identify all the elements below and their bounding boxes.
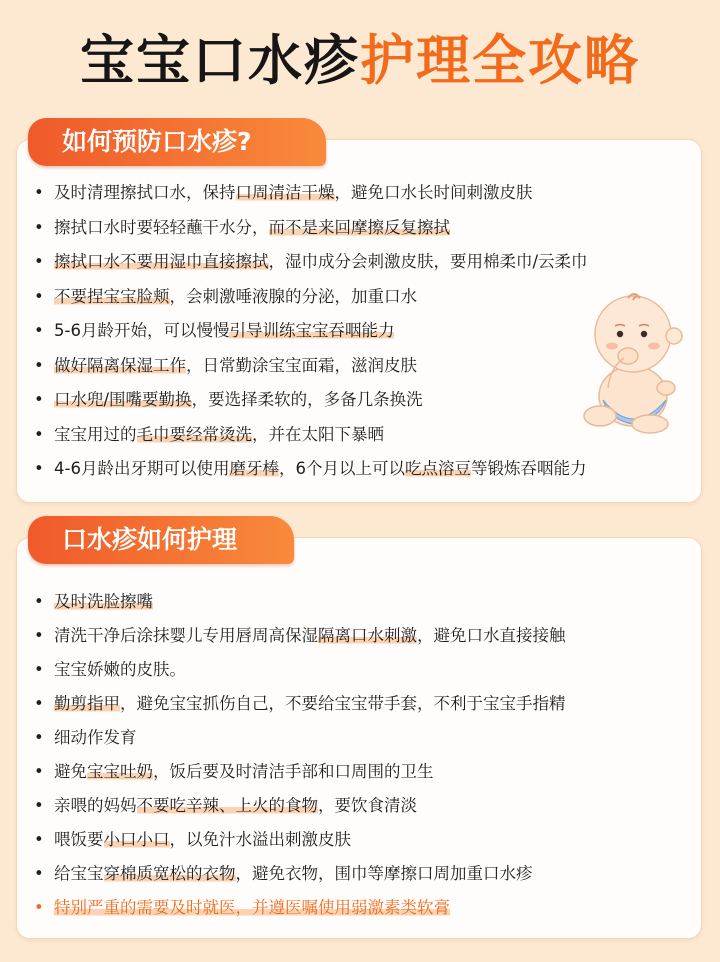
baby-sucking-thumb-icon	[578, 288, 688, 438]
list-item-warning: • 特别严重的需要及时就医，并遵医嘱使用弱激素类软膏	[34, 891, 566, 925]
list-item: • 5-6月龄开始，可以慢慢引导训练宝宝吞咽能力	[34, 314, 588, 349]
list-item: • 避免宝宝吐奶，饭后要及时清洁手部和口周围的卫生	[34, 755, 566, 789]
list-item: • 口水兜/围嘴要勤换，要选择柔软的，多备几条换洗	[34, 383, 588, 418]
list-item: • 不要捏宝宝脸颊，会刺激唾液腺的分泌，加重口水	[34, 280, 588, 315]
title-part-black: 宝宝口水疹	[80, 29, 360, 92]
prevention-heading: 如何预防口水疹?	[28, 118, 326, 166]
list-item-continued: • 宝宝娇嫩的皮肤。	[34, 653, 566, 687]
list-item: • 清洗干净后涂抹婴儿专用唇周高保湿隔离口水刺激，避免口水直接接触	[34, 619, 566, 653]
list-item: • 勤剪指甲，避免宝宝抓伤自己，不要给宝宝带手套，不利于宝宝手指精	[34, 687, 566, 721]
page-title	[0, 18, 720, 95]
list-item: • 擦拭口水不要用湿巾直接擦拭，湿巾成分会刺激皮肤，要用棉柔巾/云柔巾	[34, 245, 588, 280]
list-item: • 喂饭要小口小口，以免汁水溢出刺激皮肤	[34, 823, 566, 857]
title-part-orange: 护理全攻略	[360, 29, 640, 92]
list-item: • 做好隔离保湿工作，日常勤涂宝宝面霜，滋润皮肤	[34, 349, 588, 384]
list-item: • 及时洗脸擦嘴	[34, 585, 566, 619]
list-item: • 及时清理擦拭口水，保持口周清洁干燥，避免口水长时间刺激皮肤	[34, 176, 588, 211]
list-item: • 亲喂的妈妈不要吃辛辣、上火的食物，要饮食清淡	[34, 789, 566, 823]
care-heading: 口水疹如何护理	[28, 516, 294, 564]
prevention-list	[34, 176, 588, 487]
list-item: • 宝宝用过的毛巾要经常烫洗，并在太阳下暴晒	[34, 418, 588, 453]
list-item: • 给宝宝穿棉质宽松的衣物，避免衣物，围巾等摩擦口周加重口水疹	[34, 857, 566, 891]
list-item: • 擦拭口水时要轻轻蘸干水分，而不是来回摩擦反复擦拭	[34, 211, 588, 246]
list-item: • 4-6月龄出牙期可以使用磨牙棒，6个月以上可以吃点溶豆等锻炼吞咽能力	[34, 452, 588, 487]
list-item-continued: • 细动作发育	[34, 721, 566, 755]
care-list	[34, 585, 566, 925]
